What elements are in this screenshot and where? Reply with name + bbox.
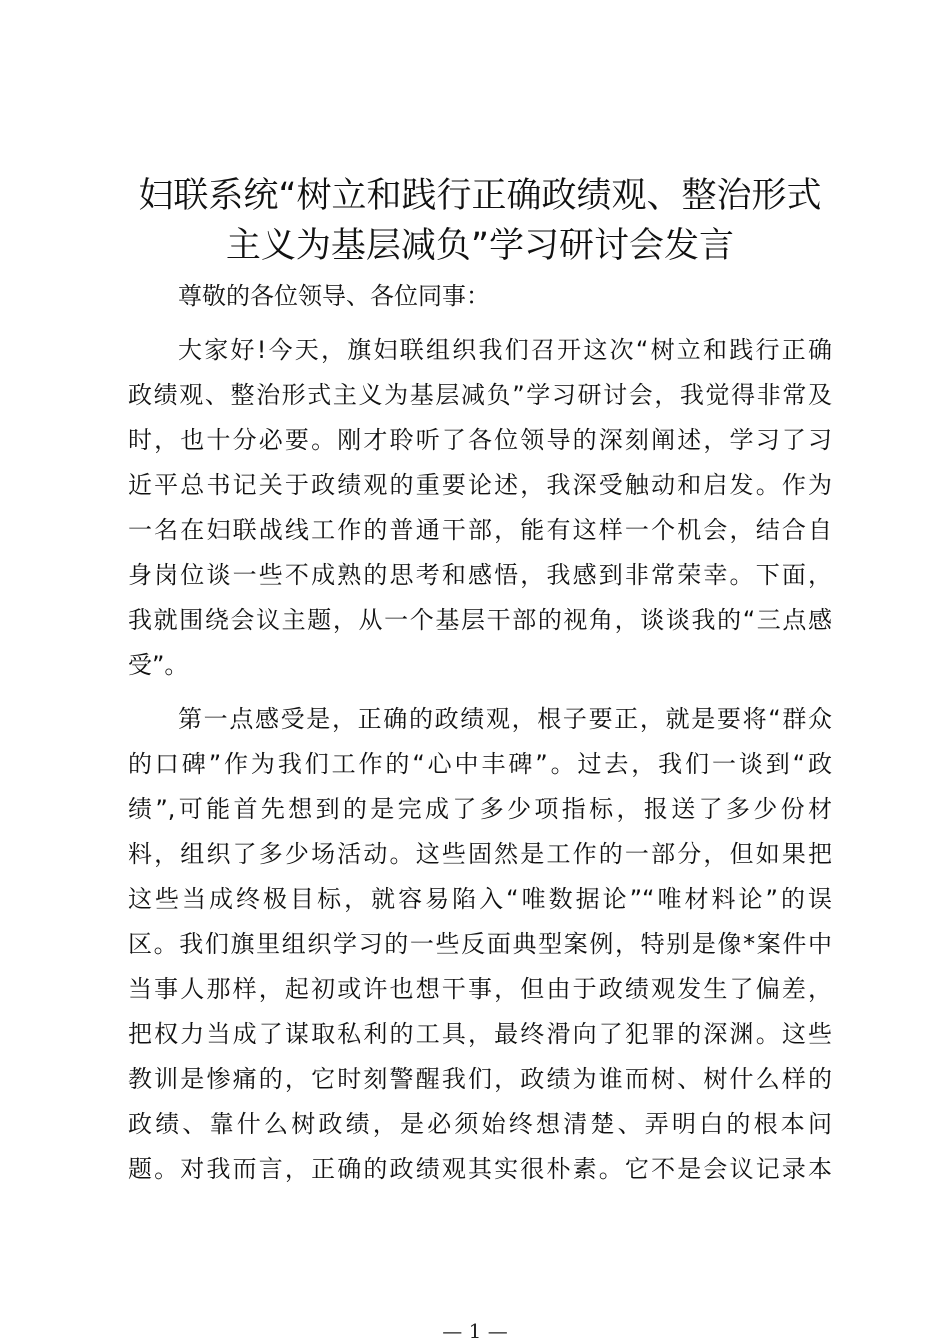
paragraph-2-line: 区。我们旗里组织学习的一些反面典型案例，特别是像*案件中 <box>128 930 832 958</box>
paragraph-2-line: 当事人那样，起初或许也想干事，但由于政绩观发生了偏差， <box>128 975 832 1003</box>
paragraph-2-line: 政绩、靠什么树政绩，是必须始终想清楚、弄明白的根本问 <box>128 1110 832 1138</box>
document-title-line-1: 妇联系统“树立和践行正确政绩观、整治形式 <box>138 176 822 216</box>
paragraph-1-line: 身岗位谈一些不成熟的思考和感悟，我感到非常荣幸。下面， <box>128 561 832 589</box>
paragraph-2-line: 绩”,可能首先想到的是完成了多少项指标，报送了多少份材 <box>128 795 832 823</box>
paragraph-spacer <box>128 688 832 697</box>
paragraph-1 <box>128 328 832 688</box>
salutation: 尊敬的各位领导、各位同事： <box>178 282 490 310</box>
paragraph-1-line: 时，也十分必要。刚才聆听了各位领导的深刻阐述，学习了习 <box>128 426 832 454</box>
paragraph-1-line: 受”。 <box>128 651 189 679</box>
paragraph-2-line: 这些当成终极目标，就容易陷入“唯数据论”“唯材料论”的误 <box>128 885 832 913</box>
document-title-line-2: 主义为基层减负”学习研讨会发言 <box>225 226 735 266</box>
paragraph-1-line: 一名在妇联战线工作的普通干部，能有这样一个机会，结合自 <box>128 516 832 544</box>
paragraph-2-line: 教训是惨痛的，它时刻警醒我们，政绩为谁而树、树什么样的 <box>128 1065 832 1093</box>
paragraph-2-line: 料，组织了多少场活动。这些固然是工作的一部分，但如果把 <box>128 840 832 868</box>
paragraph-2-line: 第一点感受是，正确的政绩观，根子要正，就是要将“群众 <box>178 705 832 733</box>
paragraph-1-line: 大家好!今天，旗妇联组织我们召开这次“树立和践行正确 <box>178 336 832 364</box>
paragraph-1-line: 我就围绕会议主题，从一个基层干部的视角，谈谈我的“三点感 <box>128 606 832 634</box>
document-body <box>128 274 832 1192</box>
paragraph-2-line: 的口碑”作为我们工作的“心中丰碑”。过去，我们一谈到“政 <box>128 750 832 778</box>
page-number: — 1 — <box>442 1319 508 1343</box>
paragraph-1-line: 政绩观、整治形式主义为基层减负”学习研讨会，我觉得非常及 <box>128 381 832 409</box>
paragraph-1-line: 近平总书记关于政绩观的重要论述，我深受触动和启发。作为 <box>128 471 832 499</box>
paragraph-spacer <box>128 319 832 328</box>
paragraph-2-line: 把权力当成了谋取私利的工具，最终滑向了犯罪的深渊。这些 <box>128 1020 832 1048</box>
paragraph-2 <box>128 697 832 1192</box>
paragraph-2-line: 题。对我而言，正确的政绩观其实很朴素。它不是会议记录本 <box>128 1155 832 1183</box>
